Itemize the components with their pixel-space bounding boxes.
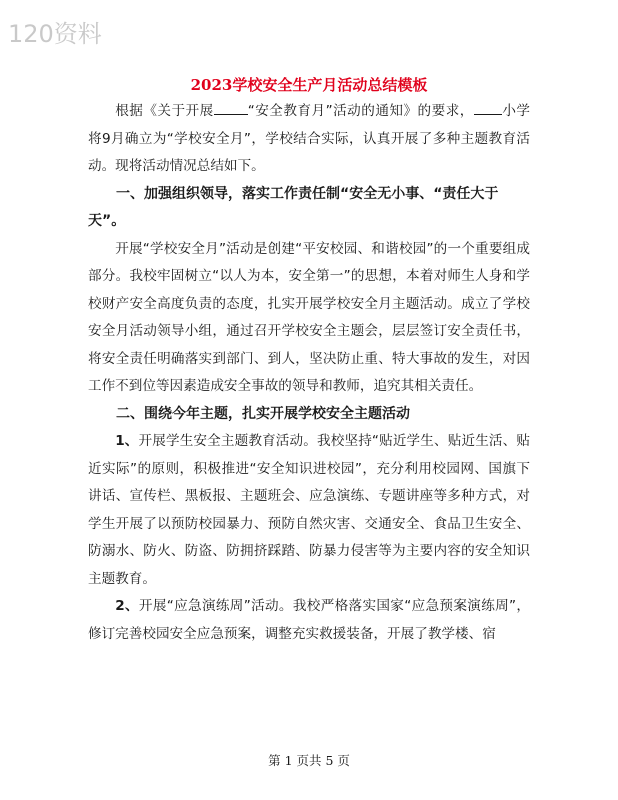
section2-heading: 二、围绕今年主题，扎实开展学校安全主题活动 xyxy=(116,405,410,422)
section2-item2 xyxy=(88,593,530,648)
section2-item1 xyxy=(88,428,530,593)
intro-text-2: “安全教育月”活动的通知》的要求， xyxy=(247,103,474,119)
intro-text-3: 小学将9月确立为“学校安全月”，学校结合实际，认真开展了多种主题教育活动。现将活动情况总结如下。 xyxy=(88,103,531,174)
item1-number: 1、 xyxy=(115,433,139,449)
intro-paragraph xyxy=(88,98,530,181)
document-title: 2023学校安全生产月活动总结模板 xyxy=(190,76,428,94)
fill-in-blank xyxy=(474,100,502,115)
watermark-logo: 120资料 xyxy=(8,20,102,48)
document-body xyxy=(88,74,530,648)
item2-number: 2、 xyxy=(115,598,139,614)
fill-in-blank xyxy=(214,100,248,115)
section1-paragraph: 开展“学校安全月”活动是创建“平安校园、和谐校园”的一个重要组成部分。我校牢固树立“以人为本，安全第一”的思想，本着对师生人身和学校财产安全高度负责的态度，扎实开展学校安全月主题活动。成立了学校安全月活动领导小组，通过召开学校安全主题会，层层签订安全责任书，将安全责任明确落实到部门、到人，坚决防止重、特大事故的发生，对因工作不到位等因素造成安全事故的领导和教师，追究其相关责任。 xyxy=(88,240,530,394)
page-footer: 第 1 页共 5 页 xyxy=(268,753,350,768)
intro-text-1: 根据《关于开展 xyxy=(115,103,214,119)
section1-heading: 一、加强组织领导，落实工作责任制“安全无小事、“责任大于天”。 xyxy=(88,185,499,229)
item1-text: 开展学生安全主题教育活动。我校坚持“贴近学生、贴近生活、贴近实际”的原则，积极推进“安全知识进校园”，充分利用校园网、国旗下讲话、宣传栏、黑板报、主题班会、应急演练、专题讲座等多种方式，对学生开展了以预防校园暴力、预防自然灾害、交通安全、食品卫生安全、防溺水、防火、防盗、防拥挤踩踏、防暴力侵害等为主要内容的安全知识主题教育。 xyxy=(88,433,530,587)
item2-text: 开展“应急演练周”活动。我校严格落实国家“应急预案演练周”，修订完善校园安全应急预案，调整充实救援装备，开展了教学楼、宿 xyxy=(88,598,530,642)
